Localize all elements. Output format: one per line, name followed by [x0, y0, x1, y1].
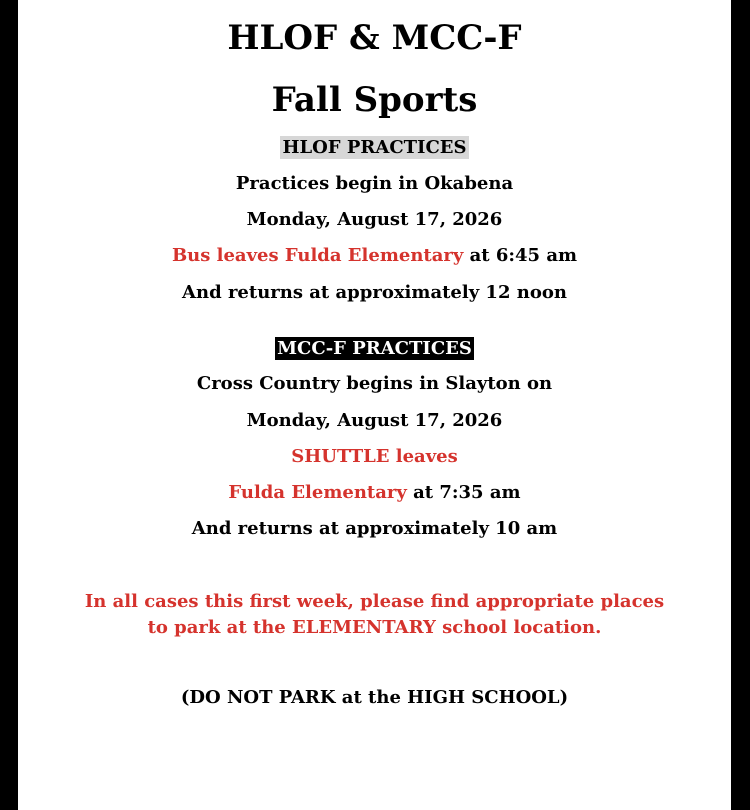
mccf-shuttle-time: at 7:35 am: [406, 482, 521, 503]
parking-warning: (DO NOT PARK at the HIGH SCHOOL): [180, 687, 569, 708]
title-line-2: Fall Sports: [271, 80, 478, 120]
hlof-line-4: And returns at approximately 12 noon: [182, 282, 567, 303]
hlof-bus-time: at 6:45 am: [463, 245, 578, 266]
mccf-heading-row: [18, 337, 731, 361]
mccf-line-5: And returns at approximately 10 am: [191, 518, 558, 539]
mccf-line-2: Monday, August 17, 2026: [246, 410, 503, 431]
title-line-1: HLOF & MCC-F: [227, 18, 522, 58]
hlof-heading-row: [18, 136, 731, 160]
mccf-line-3: SHUTTLE leaves: [291, 446, 458, 467]
hlof-line-3: [18, 244, 731, 268]
mccf-heading: MCC-F PRACTICES: [277, 338, 472, 359]
hlof-line-2: Monday, August 17, 2026: [246, 209, 503, 230]
hlof-bus-text: Bus leaves Fulda Elementary: [171, 245, 464, 266]
mccf-line-1: Cross Country begins in Slayton on: [196, 373, 553, 394]
hlof-line-1: Practices begin in Okabena: [235, 173, 514, 194]
hlof-heading: HLOF PRACTICES: [282, 137, 467, 158]
flyer-page: [18, 0, 731, 810]
mccf-line-4: [18, 481, 731, 505]
mccf-shuttle-location: Fulda Elementary: [228, 482, 407, 503]
notice-line-1: In all cases this first week, please find appropriate places: [84, 591, 665, 612]
notice-line-2: to park at the ELEMENTARY school location.: [147, 617, 602, 638]
